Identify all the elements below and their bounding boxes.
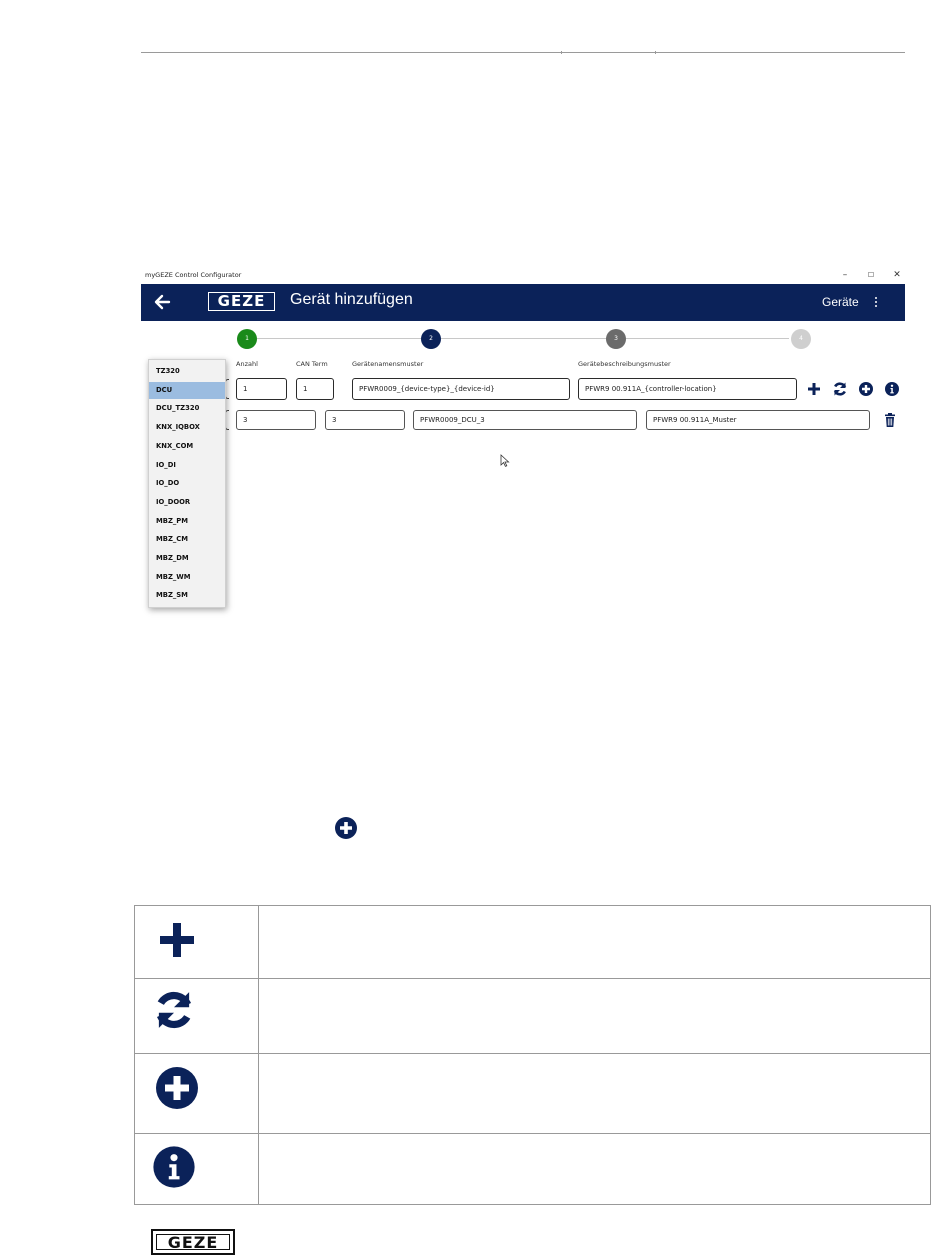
mouse-cursor-icon — [500, 454, 510, 467]
count-input-2[interactable]: 3 — [236, 410, 316, 430]
device-type-dropdown[interactable] — [148, 359, 226, 608]
step-3[interactable]: 3 — [606, 329, 626, 349]
circle-plus-icon[interactable] — [858, 381, 874, 397]
dropdown-option[interactable]: KNX_IQBOX — [156, 423, 200, 432]
top-rule — [141, 52, 905, 53]
info-icon — [152, 1145, 196, 1189]
app-bar — [141, 284, 905, 321]
circle-plus-icon — [155, 1066, 199, 1110]
minimize-button[interactable]: – — [842, 270, 848, 280]
count-input[interactable]: 1 — [236, 378, 287, 400]
plus-icon — [155, 918, 199, 962]
dropdown-option[interactable]: KNX_COM — [156, 441, 194, 450]
can-term-input-2[interactable]: 3 — [325, 410, 405, 430]
circle-plus-icon — [334, 816, 358, 840]
col-count-label: Anzahl — [236, 360, 258, 368]
stepper-track — [257, 338, 789, 339]
footer-logo-text: GEZE — [156, 1234, 230, 1250]
plus-icon[interactable] — [806, 381, 822, 397]
dropdown-option[interactable]: IO_DOOR — [156, 497, 191, 506]
can-term-input[interactable]: 1 — [296, 378, 334, 400]
maximize-button[interactable]: ☐ — [867, 271, 875, 279]
dropdown-option[interactable]: MBZ_PM — [156, 516, 189, 525]
col-can-term-label: CAN Term — [296, 360, 328, 368]
window-title: myGEZE Control Configurator — [145, 271, 242, 279]
page-title: Gerät hinzufügen — [290, 291, 413, 308]
geze-logo: GEZE — [208, 292, 275, 311]
dropdown-option[interactable]: TZ320 — [156, 367, 180, 375]
col-name-pattern-label: Gerätenamensmuster — [352, 360, 424, 368]
dropdown-option[interactable]: DCU — [149, 382, 225, 399]
app-window — [141, 266, 905, 626]
devices-menu[interactable]: Geräte — [822, 295, 859, 309]
legend-row — [135, 1054, 930, 1134]
refresh-icon — [152, 988, 196, 1032]
name-pattern-input[interactable]: PFWR0009_{device-type}_{device-id} — [352, 378, 570, 400]
dropdown-option[interactable]: MBZ_WM — [156, 572, 191, 581]
refresh-icon[interactable] — [832, 381, 848, 397]
close-button[interactable]: ✕ — [893, 270, 901, 280]
dropdown-option[interactable]: IO_DI — [156, 460, 176, 469]
info-icon[interactable] — [884, 381, 900, 397]
step-1[interactable]: 1 — [237, 329, 257, 349]
desc-pattern-input-2[interactable]: PFWR9 00.911A_Muster — [646, 410, 870, 430]
col-desc-pattern-label: Gerätebeschreibungsmuster — [578, 360, 671, 368]
step-4[interactable]: 4 — [791, 329, 811, 349]
dropdown-option[interactable]: MBZ_DM — [156, 554, 189, 562]
window-titlebar — [141, 266, 905, 284]
step-2[interactable]: 2 — [421, 329, 441, 349]
dropdown-option[interactable]: IO_DO — [156, 479, 180, 488]
legend-row — [135, 979, 930, 1054]
icon-legend-table — [134, 905, 931, 1205]
dropdown-option[interactable]: MBZ_CM — [156, 535, 189, 544]
legend-row — [135, 1134, 930, 1204]
dropdown-option[interactable]: MBZ_SM — [156, 591, 188, 600]
name-pattern-input-2[interactable]: PFWR0009_DCU_3 — [413, 410, 637, 430]
geze-footer-logo — [151, 1229, 235, 1255]
legend-row — [135, 906, 930, 979]
desc-pattern-input[interactable]: PFWR9 00.911A_{controller-location} — [578, 378, 797, 400]
dropdown-option[interactable]: DCU_TZ320 — [156, 404, 200, 413]
back-arrow-icon[interactable] — [153, 292, 173, 312]
kebab-menu-icon[interactable] — [874, 296, 878, 308]
trash-icon[interactable] — [882, 412, 898, 428]
